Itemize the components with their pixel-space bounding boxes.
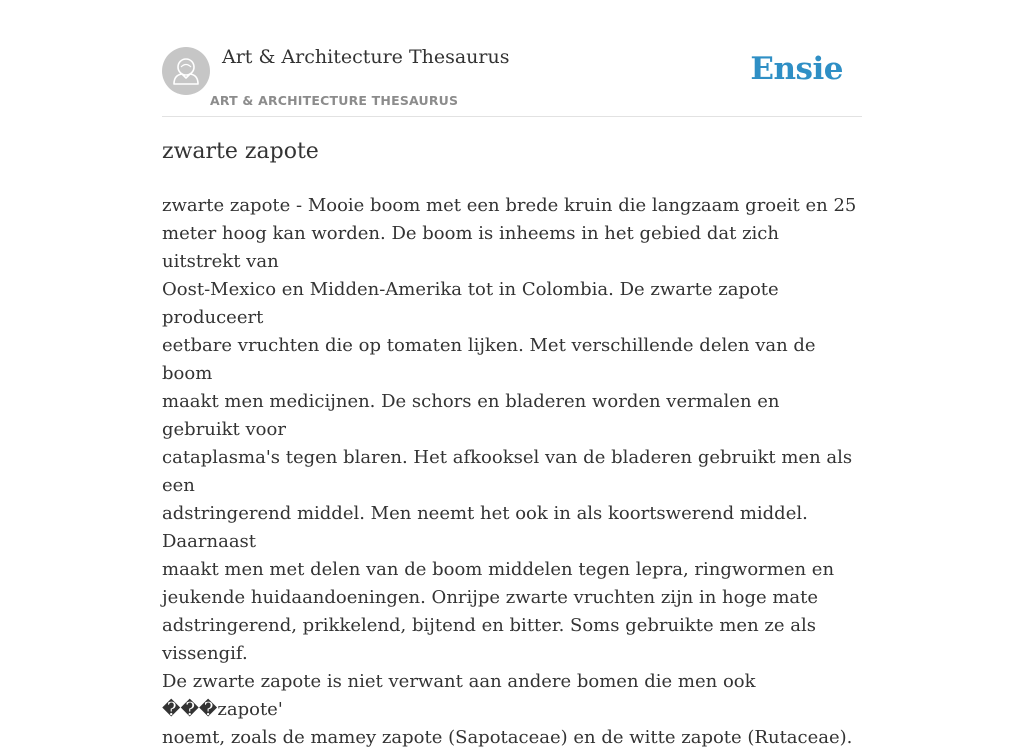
definition-line: De zwarte zapote is niet verwant aan andere bomen die men ook ���zapote' (162, 671, 756, 720)
definition-line: jeukende huidaandoeningen. Onrijpe zwarte vruchten zijn in hoge mate (162, 587, 819, 608)
definition-line: zwarte zapote - Mooie boom met een brede kruin die langzaam groeit en 25 (162, 195, 857, 216)
definition-line: eetbare vruchten die op tomaten lijken. Met verschillende delen van de boom (162, 335, 816, 384)
definition-line: adstringerend middel. Men neemt het ook in als koortswerend middel. Daarnaast (162, 503, 808, 552)
definition-line: noemt, zoals de mamey zapote (Sapotaceae) en de witte zapote (Rutaceae). (162, 727, 853, 748)
definition-line: maakt men met delen van de boom middelen tegen lepra, ringwormen en (162, 559, 835, 580)
ensie-logo[interactable]: Ensie (750, 51, 843, 87)
entry-header (162, 38, 862, 117)
definition-line: maakt men medicijnen. De schors en bladeren worden vermalen en gebruikt voor (162, 391, 780, 440)
definition-text (162, 192, 862, 752)
definition-line: adstringerend, prikkelend, bijtend en bitter. Soms gebruikte men ze als vissengif. (162, 615, 816, 664)
term-title: zwarte zapote (162, 139, 319, 164)
source-subtitle[interactable]: ART & ARCHITECTURE THESAURUS (210, 93, 459, 108)
source-name-link[interactable]: Art & Architecture Thesaurus (222, 46, 510, 68)
definition-line: cataplasma's tegen blaren. Het afkooksel van de bladeren gebruikt men als een (162, 447, 853, 496)
definition-line: Oost-Mexico en Midden-Amerika tot in Colombia. De zwarte zapote produceert (162, 279, 779, 328)
definition-line: meter hoog kan worden. De boom is inheems in het gebied dat zich uitstrekt van (162, 223, 779, 272)
user-silhouette-icon (162, 47, 210, 95)
source-avatar[interactable] (162, 47, 210, 95)
